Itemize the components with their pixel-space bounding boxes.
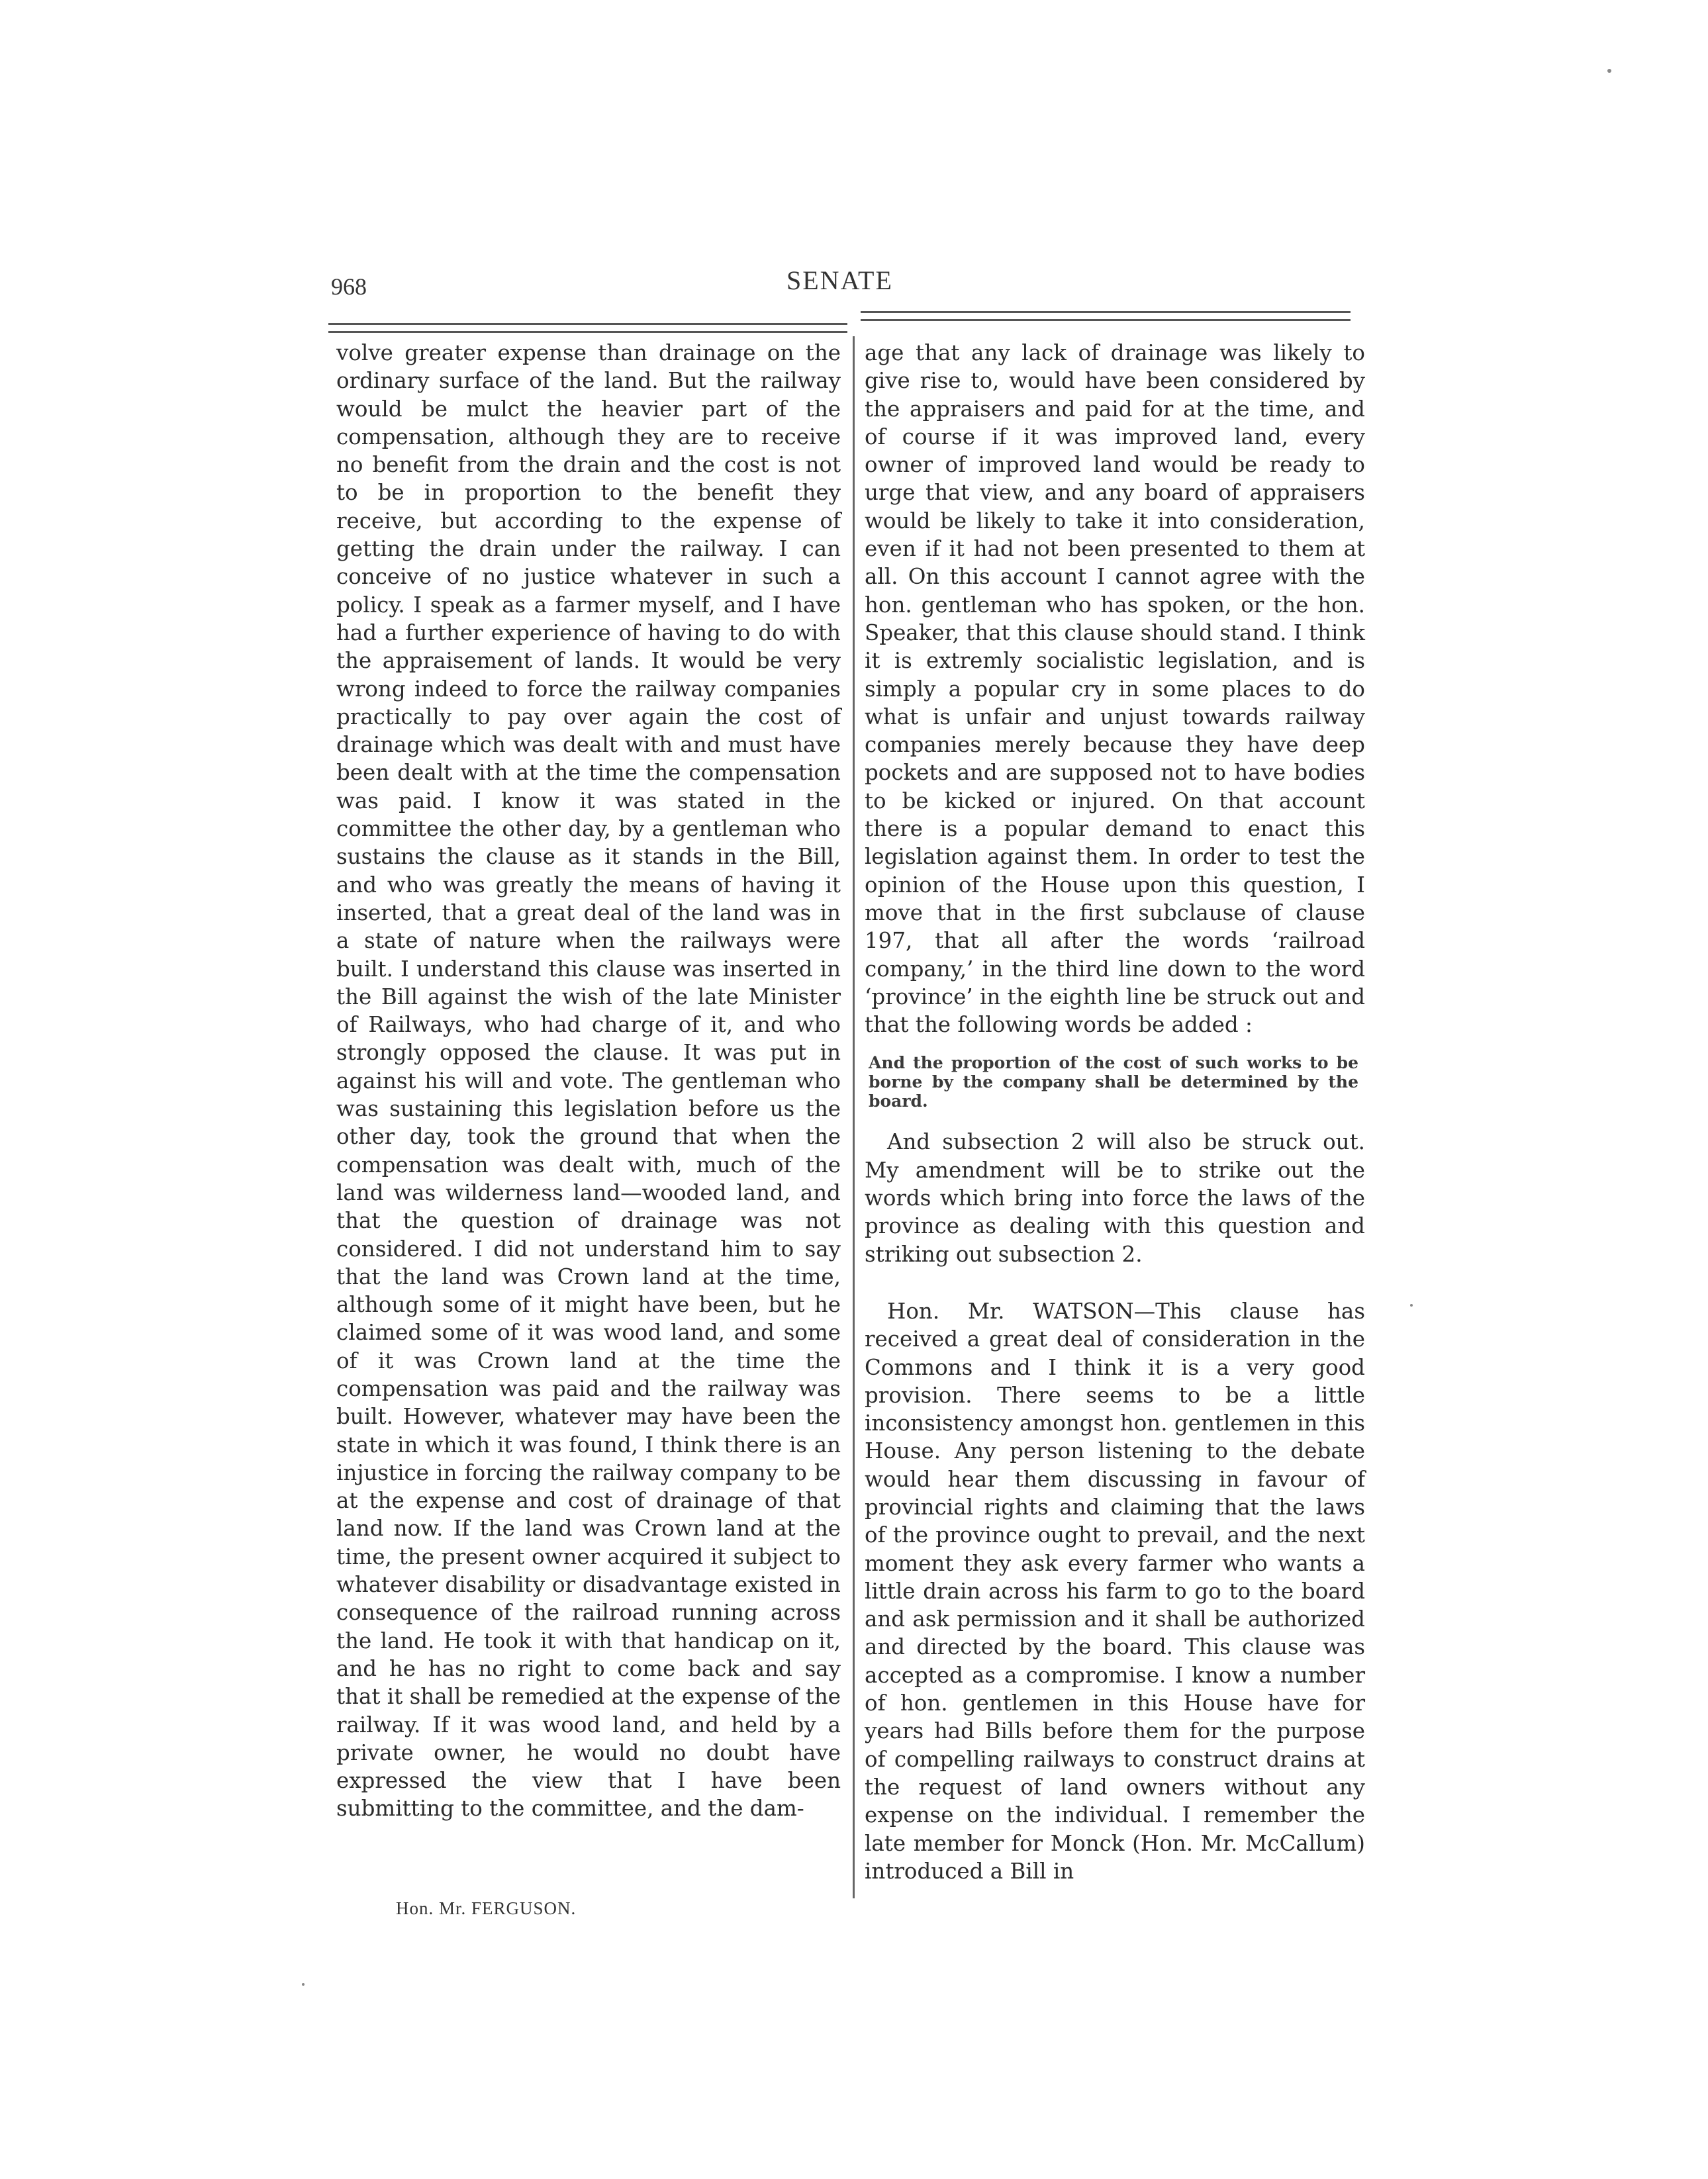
scan-speck — [302, 1983, 305, 1986]
page-header-title: SENATE — [786, 265, 893, 295]
page-number: 968 — [331, 273, 367, 300]
column-divider — [853, 336, 855, 1898]
right-column — [865, 339, 1365, 1885]
header-rule-right-bottom — [861, 319, 1351, 321]
right-column-paragraph-1: age that any lack of drainage was likely to give rise to, would have been considered by the appraisers and paid for at the time, and of course if it was improved land, every owner of improved land would be ready to urge that view, and any board of appraisers would be likely to take it into consideration, even if it had not been presented to them at all. On this account I cannot agree with the hon. gentleman who has spoken, or the hon. Speaker, that this clause should stand. I think it is extremly socialistic legislation, and is simply a popular cry in some places to do what is unfair and unjust towards railway companies merely because they have deep pockets and are supposed not to have bodies to be kicked or injured. On that account there is a popular demand to enact this legislation against them. In order to test the opinion of the House upon this question, I move that in the first subclause of clause 197, that all after the words ‘railroad company,’ in the third line down to the word ‘province’ in the eighth line be struck out and that the following words be added : — [865, 340, 1366, 1038]
header-rule-right-top — [861, 311, 1084, 313]
scan-speck — [1607, 69, 1611, 73]
left-column-paragraph: volve greater expense than drainage on the ordinary surface of the land. But the railway would be mulct the heavier part of the compensation, although they are to receive no benefit from the drain and the cost is not to be in proportion to the benefit they receive, but according to the expense of getting the drain under the railway. I can conceive of no justice whatever in such a policy. I speak as a farmer myself, and I have had a further experience of having to do with the appraisement of lands. It would be very wrong indeed to force the railway companies practically to pay over again the cost of drainage which was dealt with and must have been dealt with at the time the compensation was paid. I know it was stated in the committee the other day, by a gentleman who sustains the clause as it stands in the Bill, and who was greatly the means of having it inserted, that a great deal of the land was in a state of nature when the railways were built. I understand this clause was inserted in the Bill against the wish of the late Minister of Railways, who had charge of it, and who strongly opposed the clause. It was put in against his will and vote. The gentleman who was sustaining this legislation before us the other day, took the ground that when the compensation was dealt with, much of the land was wilderness land—wooded land, and that the question of drainage was not considered. I did not understand him to say that the land was Crown land at the time, although some of it might have been, but he claimed some of it was wood land, and some of it was Crown land at the time the compensation was paid and the railway was built. However, whatever may have been the state in which it was found, I think there is an injustice in forcing the railway company to be at the expense and cost of drainage of that land now. If the land was Crown land at the time, the present owner acquired it subject to whatever disability or disadvantage existed in consequence of the railroad running across the land. He took it with that handicap on it, and he has no right to come back and say that it shall be remedied at the expense of the railway. If it was wood land, and held by a private owner, he would no doubt have expressed the view that I have been submitting to the committee, and the dam- — [336, 340, 841, 1822]
header-rule-left-bottom — [328, 331, 847, 333]
header-rule-left-top — [328, 323, 847, 325]
scan-speck — [1410, 1304, 1413, 1307]
amendment-quote: And the proportion of the cost of such works to be borne by the company shall be determined by the board. — [869, 1053, 1358, 1111]
footer-speaker: Hon. Mr. FERGUSON. — [396, 1898, 577, 1918]
left-column — [336, 339, 841, 1823]
header-rule-right-top-2 — [1083, 311, 1351, 313]
right-column-paragraph-2: And subsection 2 will also be struck out. My amendment will be to strike out the words which bring into force the laws of the province as dealing with this question and striking out subsection 2. — [865, 1129, 1365, 1267]
right-column-paragraph-3: Hon. Mr. WATSON—This clause has received a great deal of consideration in the Commons and I think it is a very good provision. There seems to be a little inconsistency amongst hon. gentlemen in this House. Any person listening to the debate would hear them discussing in favour of provincial rights and claiming that the laws of the province ought to prevail, and the next moment they ask every farmer who wants a little drain across his farm to go to the board and ask permission and it shall be authorized and directed by the board. This clause was accepted as a compromise. I know a number of hon. gentlemen in this House have for years had Bills before them for the purpose of compelling railways to construct drains at the request of land owners without any expense on the individual. I remember the late member for Monck (Hon. Mr. McCallum) introduced a Bill in — [865, 1298, 1365, 1884]
